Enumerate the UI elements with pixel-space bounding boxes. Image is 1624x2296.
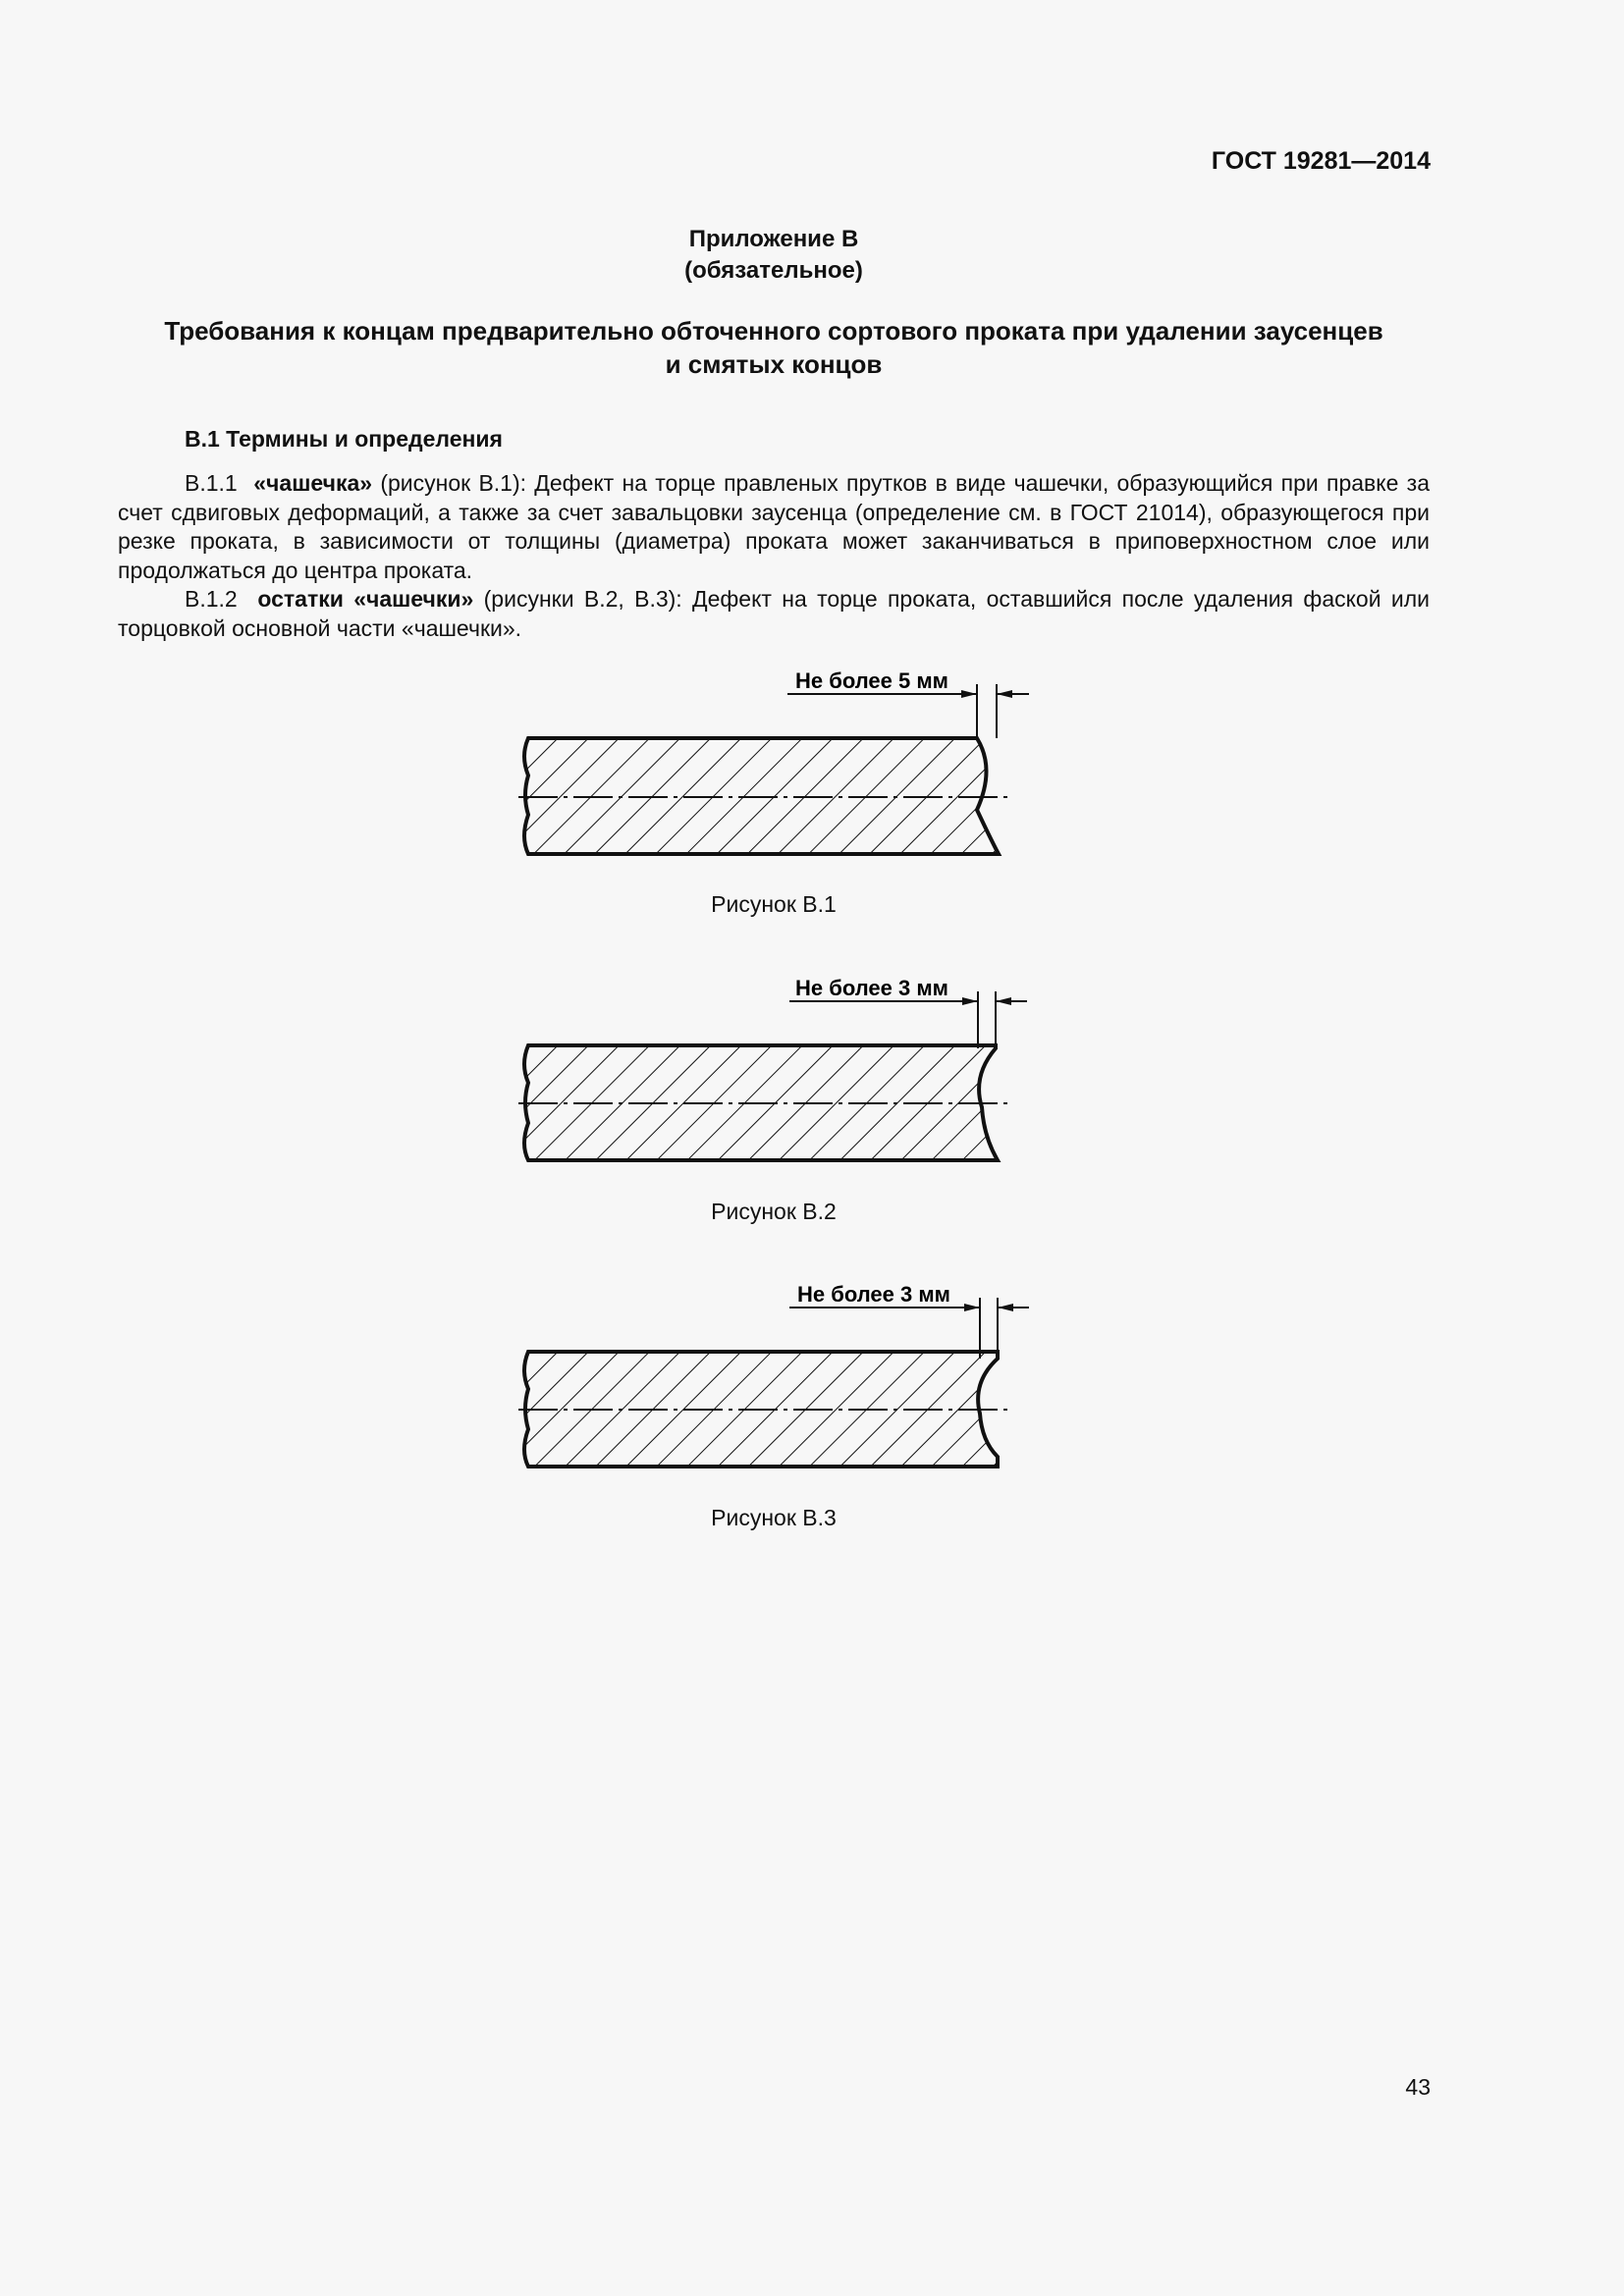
appendix-title: Приложение В bbox=[688, 226, 859, 252]
arrowhead bbox=[961, 690, 977, 698]
dimension-label: Не более 5 мм bbox=[795, 668, 948, 693]
figure-b1-drawing bbox=[511, 663, 1041, 859]
paragraph-text: (рисунки В.2, В.3): Дефект на торце проката, оставшийся после удаления фаской или торцовкой основной части «чашечки». bbox=[118, 586, 1431, 641]
arrowhead bbox=[996, 997, 1011, 1005]
paragraph-number: В.1.2 bbox=[185, 586, 238, 612]
figure-b1-caption: Рисунок В.1 bbox=[711, 891, 837, 917]
arrowhead bbox=[962, 997, 978, 1005]
arrowhead bbox=[997, 690, 1012, 698]
document-title bbox=[118, 314, 1430, 381]
section-heading: В.1 Термины и определения bbox=[185, 426, 503, 452]
standard-id: ГОСТ 19281—2014 bbox=[1211, 147, 1431, 175]
appendix-heading bbox=[0, 224, 1547, 287]
term-cup: «чашечка» bbox=[253, 470, 373, 496]
arrowhead bbox=[998, 1304, 1013, 1311]
arrowhead bbox=[964, 1304, 980, 1311]
figure-b2 bbox=[511, 970, 1041, 1166]
figure-b3-caption: Рисунок В.3 bbox=[711, 1505, 837, 1530]
document-title-line-1: Требования к концам предварительно обточенного сортового проката при удалении заусенцев bbox=[164, 316, 1383, 346]
figure-b2-caption: Рисунок В.2 bbox=[711, 1199, 837, 1224]
figure-b3-drawing bbox=[511, 1276, 1041, 1472]
dimension-label: Не более 3 мм bbox=[797, 1282, 950, 1307]
term-cup-remains: остатки «чашечки» bbox=[257, 586, 474, 612]
figure-b2-drawing bbox=[511, 970, 1041, 1166]
paragraph-b11 bbox=[118, 469, 1430, 585]
appendix-status: (обязательное) bbox=[684, 257, 863, 284]
paragraph-b12 bbox=[118, 585, 1430, 643]
figure-b1 bbox=[511, 663, 1041, 859]
document-title-line-2: и смятых концов bbox=[665, 349, 883, 379]
page-number: 43 bbox=[1405, 2074, 1431, 2100]
dimension-label: Не более 3 мм bbox=[795, 976, 948, 1000]
figure-b3 bbox=[511, 1276, 1041, 1472]
paragraph-text: (рисунок В.1): Дефект на торце правленых прутков в виде чашечки, образующийся при правке за счет сдвиговых деформаций, а также за счет завальцовки заусенца (определение см. в ГОСТ 21014), образующегося при резке проката, в зависимости от толщины (диаметра) проката может заканчиваться в приповерхностном слое или продолжаться до центра проката. bbox=[118, 470, 1430, 583]
paragraph-number: В.1.1 bbox=[185, 470, 238, 496]
